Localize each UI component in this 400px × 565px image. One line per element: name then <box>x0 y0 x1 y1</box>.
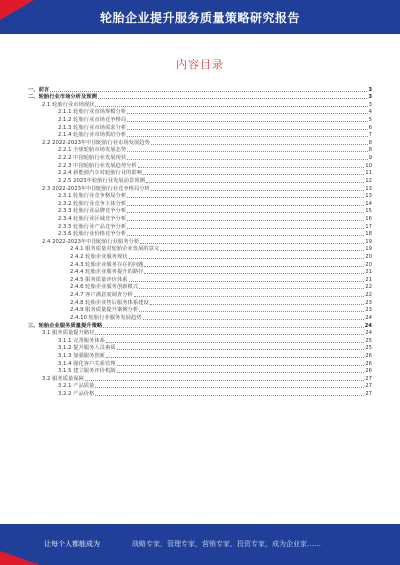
toc-entry[interactable] <box>28 269 372 277</box>
toc-leader-dots <box>127 136 367 137</box>
toc-page <box>22 34 378 524</box>
toc-entry[interactable] <box>28 368 372 376</box>
toc-entry-page: 3 <box>368 101 372 108</box>
toc-entry[interactable] <box>28 390 372 398</box>
toc-leader-dots <box>146 182 364 183</box>
toc-entry-page: 23 <box>365 307 372 314</box>
toc-entry-page: 11 <box>365 170 372 177</box>
toc-entry[interactable] <box>28 299 372 307</box>
toc-entry-page: 12 <box>365 177 372 184</box>
toc-entry-page: 26 <box>365 368 372 375</box>
toc-leader-dots <box>106 357 364 358</box>
toc-leader-dots <box>138 167 365 168</box>
toc-leader-dots <box>85 380 364 381</box>
toc-entry-page: 26 <box>365 360 372 367</box>
toc-entry-page: 25 <box>365 337 372 344</box>
toc-entry-label: 3.1.1 完善服务体系 <box>58 337 105 344</box>
toc-entry-page: 24 <box>365 330 372 337</box>
toc-entry-label: 2.4.4 轮胎企业服务提升的路径 <box>70 269 144 276</box>
toc-entry[interactable] <box>28 307 372 315</box>
toc-leader-dots <box>127 220 364 221</box>
toc-entry[interactable] <box>28 322 372 330</box>
toc-leader-dots <box>95 387 364 388</box>
toc-entry[interactable] <box>28 101 372 109</box>
toc-entry-label: 2.3 2022-2023年中国轮胎行业竞争格局分析 <box>42 185 150 192</box>
toc-entry-label: 2.1.1 轮胎行业市场规模分析 <box>58 109 127 116</box>
toc-entry-label: 2.3.6 轮胎行业价格竞争分析 <box>58 231 127 238</box>
toc-entry-label: 2.3.3 轮胎行业品牌竞争分析 <box>58 208 127 215</box>
toc-entry-label: 2.4.6 轮胎企业服务创新模式 <box>70 284 139 291</box>
toc-entry[interactable] <box>28 360 372 368</box>
toc-leader-dots <box>127 212 364 213</box>
toc-entry[interactable] <box>28 261 372 269</box>
toc-entry-page: 27 <box>365 375 372 382</box>
toc-entry-label: 3.2.2 产品价格 <box>58 390 95 397</box>
toc-entry[interactable] <box>28 284 372 292</box>
toc-leader-dots <box>95 334 364 335</box>
toc-entry[interactable] <box>28 330 372 338</box>
toc-entry-page: 15 <box>365 208 372 215</box>
toc-entry-page: 8 <box>368 139 372 146</box>
toc-entry[interactable] <box>28 383 372 391</box>
toc-entry-label: 2.1 轮胎行业市场现状 <box>42 101 95 108</box>
toc-leader-dots <box>127 197 364 198</box>
toc-entry-label: 2.4.8 轮胎企业售后服务体系建设 <box>70 299 149 306</box>
toc-leader-dots <box>144 266 364 267</box>
toc-entry-page: 9 <box>368 155 372 162</box>
toc-entry[interactable] <box>28 314 372 322</box>
toc-entry[interactable] <box>28 162 372 170</box>
toc-entry[interactable] <box>28 170 372 178</box>
toc-entry-page: 27 <box>365 390 372 397</box>
toc-entry-page: 13 <box>365 185 372 192</box>
toc-entry-page: 19 <box>365 246 372 253</box>
toc-entry[interactable] <box>28 276 372 284</box>
toc-entry-page: 3 <box>368 94 372 101</box>
toc-entry[interactable] <box>28 147 372 155</box>
toc-leader-dots <box>127 228 364 229</box>
toc-entry-label: 2.1.2 轮胎行业市场竞争格局 <box>58 117 127 124</box>
footer-accent-corner <box>0 551 40 565</box>
toc-entry-label: 3.1 服务质量提升路径 <box>42 330 95 337</box>
toc-title: 内容目录 <box>176 58 224 71</box>
toc-list <box>28 86 372 398</box>
toc-entry-page: 24 <box>364 322 372 329</box>
toc-entry-label: 3.1.2 提升服务人员素质 <box>58 345 116 352</box>
toc-entry[interactable] <box>28 154 372 162</box>
toc-leader-dots <box>143 174 364 175</box>
toc-entry-label: 3.1.4 强化客户关系管理 <box>58 360 116 367</box>
toc-entry[interactable] <box>28 132 372 140</box>
toc-entry-label: 3.1.3 加强服务创新 <box>58 352 105 359</box>
toc-leader-dots <box>139 288 364 289</box>
toc-leader-dots <box>127 205 364 206</box>
toc-entry[interactable] <box>28 193 372 201</box>
toc-entry[interactable] <box>28 246 372 254</box>
toc-entry-page: 6 <box>368 124 372 131</box>
toc-entry-page: 21 <box>365 276 372 283</box>
toc-entry-page: 23 <box>365 299 372 306</box>
footer-tagline: 战略专家，管理专家，营销专家，投资专家，成为企业家…… <box>132 540 321 548</box>
toc-entry[interactable] <box>28 139 372 147</box>
toc-entry-label: 2.3.2 轮胎行业竞争主体分析 <box>58 200 127 207</box>
toc-entry-page: 18 <box>365 231 372 238</box>
toc-entry-label: 2.4.3 轮胎企业服务存在的问题 <box>70 261 144 268</box>
toc-entry-page: 4 <box>368 109 372 116</box>
toc-entry[interactable] <box>28 238 372 246</box>
toc-entry-page: 25 <box>365 345 372 352</box>
toc-entry-label: 2.4.5 服务质量评价体系 <box>70 276 128 283</box>
toc-entry[interactable] <box>28 291 372 299</box>
toc-entry-label: 2.4.2 轮胎企业服务现状 <box>70 254 128 261</box>
toc-entry-page: 27 <box>365 383 372 390</box>
toc-entry-label: 三、轮胎企业服务质量提升策略 <box>28 322 103 329</box>
toc-entry-label: 2.4 2022-2023年中国轮胎行业服务分析 <box>42 238 140 245</box>
toc-leader-dots <box>140 243 364 244</box>
toc-leader-dots <box>127 113 367 114</box>
toc-entry-page: 3 <box>368 86 372 93</box>
toc-entry-page: 19 <box>365 238 372 245</box>
toc-entry-page: 5 <box>368 117 372 124</box>
toc-entry-label: 2.2.2 中国轮胎行业发展现状 <box>58 155 127 162</box>
toc-leader-dots <box>95 106 367 107</box>
toc-entry-label: 3.2.1 产品质量 <box>58 383 95 390</box>
toc-leader-dots <box>95 395 364 396</box>
toc-leader-dots <box>127 129 367 130</box>
toc-leader-dots <box>127 151 367 152</box>
toc-entry-label: 2.2.1 全球轮胎市场发展态势 <box>58 147 127 154</box>
toc-entry-label: 2.2.3 中国轮胎行业发展趋势分析 <box>58 162 137 169</box>
toc-entry-page: 20 <box>365 254 372 261</box>
toc-entry-label: 二、轮胎行业市场分析及预测 <box>28 94 97 101</box>
toc-entry-page: 14 <box>365 200 372 207</box>
toc-leader-dots <box>106 342 364 343</box>
toc-entry[interactable] <box>28 352 372 360</box>
toc-entry-page: 21 <box>365 269 372 276</box>
toc-entry[interactable] <box>28 253 372 261</box>
toc-entry-label: 2.4.7 客户满意度调查分析 <box>70 292 133 299</box>
toc-entry-label: 2.4.1 服务质量对轮胎企业发展的意义 <box>70 246 160 253</box>
toc-entry-label: 2.2.5 2023年轮胎行业发展前景预测 <box>58 177 145 184</box>
toc-entry[interactable] <box>28 116 372 124</box>
toc-entry[interactable] <box>28 337 372 345</box>
report-title: 轮胎企业提升服务质量策略研究报告 <box>99 11 300 25</box>
toc-entry-label: 2.1.3 轮胎行业市场需求分析 <box>58 124 127 131</box>
toc-entry[interactable] <box>28 215 372 223</box>
toc-entry-page: 17 <box>365 223 372 230</box>
toc-entry[interactable] <box>28 86 372 94</box>
report-header <box>0 0 400 34</box>
toc-entry-page: 7 <box>368 132 372 139</box>
toc-entry-label: 2.3.5 轮胎行业产品竞争分析 <box>58 223 127 230</box>
toc-entry-label: 2.3.4 轮胎行业区域竞争分析 <box>58 215 127 222</box>
toc-entry-label: 3.2 服务质量保障 <box>42 375 84 382</box>
toc-entry[interactable] <box>28 375 372 383</box>
toc-entry[interactable] <box>28 124 372 132</box>
toc-entry-label: 3.1.5 建立服务评价机制 <box>58 368 116 375</box>
toc-leader-dots <box>117 349 365 350</box>
toc-entry-page: 16 <box>365 215 372 222</box>
toc-leader-dots <box>129 281 365 282</box>
toc-entry[interactable] <box>28 109 372 117</box>
toc-entry-label: 2.2.4 新能源汽车对轮胎行业的影响 <box>58 170 143 177</box>
toc-entry-label: 2.4.10 轮胎行业服务发展趋势 <box>70 314 142 321</box>
toc-entry[interactable] <box>28 231 372 239</box>
toc-entry[interactable] <box>28 185 372 193</box>
toc-entry-label: 2.4.9 服务质量提升案例分析 <box>70 307 139 314</box>
toc-leader-dots <box>129 258 365 259</box>
toc-entry-page: 26 <box>365 352 372 359</box>
toc-entry[interactable] <box>28 94 372 102</box>
toc-leader-dots <box>139 311 364 312</box>
toc-entry-label: 2.3.1 轮胎行业竞争格局分析 <box>58 193 127 200</box>
toc-leader-dots <box>144 273 364 274</box>
toc-entry-page: 8 <box>368 147 372 154</box>
toc-leader-dots <box>134 296 364 297</box>
toc-leader-dots <box>127 235 364 236</box>
toc-entry-page: 24 <box>365 314 372 321</box>
toc-leader-dots <box>117 372 365 373</box>
toc-entry-page: 22 <box>365 284 372 291</box>
toc-entry[interactable] <box>28 345 372 353</box>
toc-entry-label: 2.1.4 轮胎行业市场供给分析 <box>58 132 127 139</box>
toc-entry[interactable] <box>28 177 372 185</box>
toc-entry-page: 10 <box>365 162 372 169</box>
toc-leader-dots <box>151 190 364 191</box>
toc-leader-dots <box>98 98 367 99</box>
report-footer <box>0 524 400 565</box>
toc-leader-dots <box>127 159 367 160</box>
toc-leader-dots <box>103 327 363 328</box>
toc-entry-label: 2.2 2022-2023年中国轮胎行业市场发展趋势 <box>42 139 150 146</box>
toc-leader-dots <box>50 91 367 92</box>
toc-leader-dots <box>150 304 365 305</box>
footer-slogan: 让每个人都能成为 <box>44 540 100 548</box>
toc-entry-page: 13 <box>365 193 372 200</box>
toc-entry[interactable] <box>28 208 372 216</box>
toc-entry[interactable] <box>28 200 372 208</box>
toc-entry-label: 一、前言 <box>28 86 50 93</box>
toc-leader-dots <box>151 144 368 145</box>
toc-leader-dots <box>117 365 365 366</box>
toc-leader-dots <box>143 319 365 320</box>
toc-leader-dots <box>160 250 364 251</box>
toc-entry[interactable] <box>28 223 372 231</box>
toc-entry-page: 22 <box>365 292 372 299</box>
toc-entry-page: 20 <box>365 261 372 268</box>
toc-leader-dots <box>127 121 367 122</box>
